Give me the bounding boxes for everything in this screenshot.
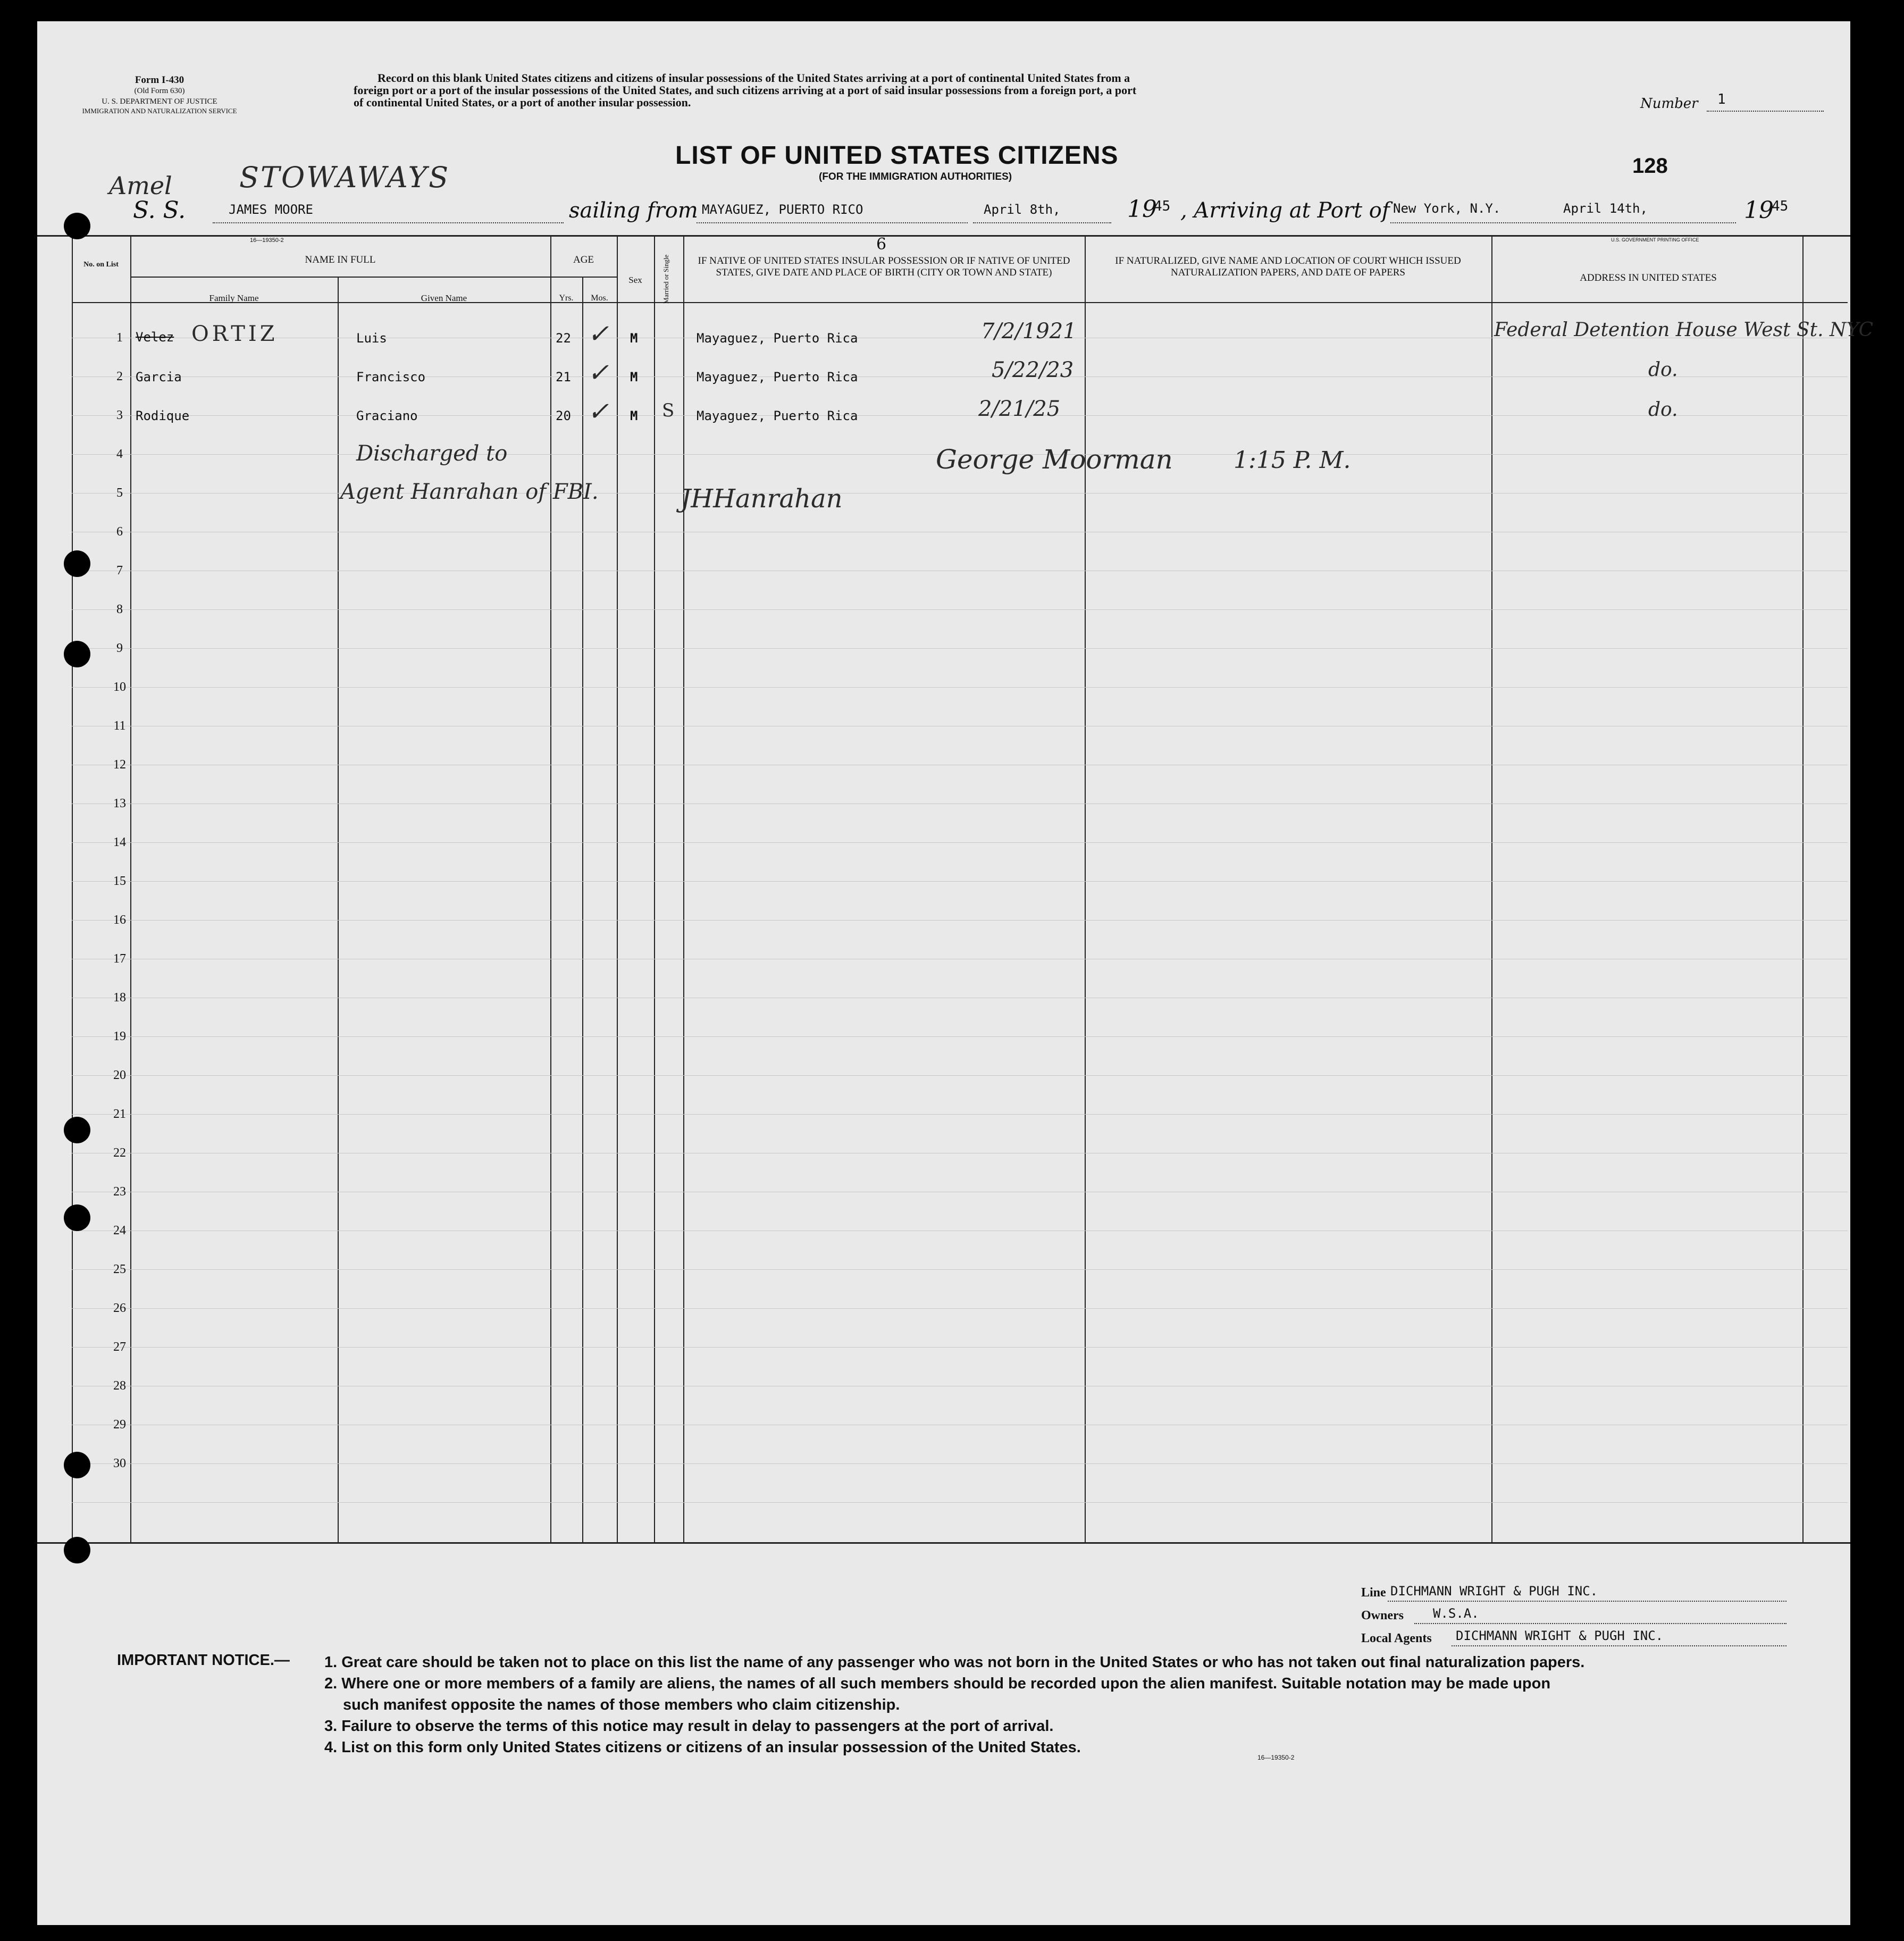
binder-hole bbox=[64, 1117, 90, 1143]
arrival-port: New York, N.Y. bbox=[1393, 201, 1501, 216]
page-subtitle: (FOR THE IMMIGRATION AUTHORITIES) bbox=[819, 171, 1012, 182]
col-divider bbox=[582, 277, 583, 1543]
arrival-year: 45 bbox=[1772, 198, 1789, 214]
header-name-in-full: NAME IN FULL bbox=[305, 254, 376, 265]
age-header-divider bbox=[550, 277, 617, 278]
given-name: Luis bbox=[356, 331, 387, 346]
arrival-year-prefix: 19 bbox=[1744, 197, 1774, 224]
page-number: 128 bbox=[1632, 154, 1668, 178]
ss-label: S. S. bbox=[133, 197, 186, 224]
row-number: 30 bbox=[113, 1457, 126, 1470]
row-number: 1 bbox=[116, 331, 123, 345]
place-of-birth: Mayaguez, Puerto Rica bbox=[697, 408, 858, 423]
header-col6-number: 6 bbox=[876, 235, 887, 254]
owners-label: Owners bbox=[1361, 1609, 1404, 1622]
place-of-birth: Mayaguez, Puerto Rica bbox=[697, 331, 858, 346]
depart-year: 45 bbox=[1154, 198, 1171, 214]
agents-fill bbox=[1452, 1645, 1786, 1646]
row-number: 23 bbox=[113, 1185, 126, 1199]
age-years: 21 bbox=[556, 370, 571, 384]
instructions bbox=[354, 72, 1136, 108]
address: do. bbox=[1648, 399, 1678, 421]
family-name: ORTIZ bbox=[191, 322, 278, 346]
row-number: 25 bbox=[113, 1262, 126, 1276]
age-years: 22 bbox=[556, 331, 571, 346]
row-number: 5 bbox=[116, 486, 123, 500]
table-print-code: 16—19350-2 bbox=[250, 237, 284, 244]
date-of-birth: 2/21/25 bbox=[978, 397, 1061, 421]
binder-hole bbox=[64, 550, 90, 577]
number-fill bbox=[1707, 111, 1824, 112]
important-notice bbox=[324, 1652, 1584, 1758]
row-number: 2 bbox=[116, 370, 123, 383]
header-sex: Sex bbox=[628, 275, 642, 285]
line-fill bbox=[1388, 1601, 1786, 1602]
line-value: DICHMANN WRIGHT & PUGH INC. bbox=[1390, 1584, 1598, 1599]
name-header-divider bbox=[130, 277, 550, 278]
owners-fill bbox=[1414, 1623, 1786, 1624]
row-number: 13 bbox=[113, 797, 126, 810]
row-number: 6 bbox=[116, 525, 123, 539]
important-notice-label: IMPORTANT NOTICE.— bbox=[117, 1652, 290, 1669]
row-number: 7 bbox=[116, 564, 123, 578]
address: do. bbox=[1648, 359, 1678, 381]
row-number: 3 bbox=[116, 408, 123, 422]
sailing-label: sailing from bbox=[569, 198, 698, 223]
ship-name: JAMES MOORE bbox=[229, 202, 313, 217]
header-no-on-list: No. on List bbox=[83, 261, 119, 269]
row-number: 9 bbox=[116, 641, 123, 655]
instruction-line: foreign port or a port of the insular possessions of the United States, and such citizens arriving at a port of said insular possessions from a foreign port, a port bbox=[354, 83, 1137, 97]
instruction-line: Record on this blank United States citizens and citizens of insular possessions of the United States arriving at a port of continental United States from a bbox=[378, 71, 1130, 85]
page-title: LIST OF UNITED STATES CITIZENS bbox=[675, 141, 1119, 170]
row-number: 19 bbox=[113, 1030, 126, 1043]
row-number: 12 bbox=[113, 758, 126, 772]
number-value: 1 bbox=[1717, 91, 1726, 107]
binder-hole bbox=[64, 213, 90, 239]
from-port-fill bbox=[697, 222, 968, 223]
annotation-amel: Amel bbox=[109, 171, 172, 200]
ship-fill bbox=[213, 222, 564, 223]
date-of-birth: 7/2/1921 bbox=[981, 319, 1077, 344]
row-number: 21 bbox=[113, 1107, 126, 1121]
discharge-note: Agent Hanrahan of FBI. bbox=[340, 480, 599, 504]
header-family-name: Family Name bbox=[209, 293, 259, 303]
form-number: Form I-430 bbox=[135, 74, 184, 86]
form-sheet bbox=[37, 21, 1874, 1925]
row-number: 28 bbox=[113, 1379, 126, 1393]
old-form-number: (Old Form 630) bbox=[134, 87, 185, 95]
row-number: 14 bbox=[113, 835, 126, 849]
age-months-check: ✓ bbox=[588, 397, 609, 426]
discharge-note: Discharged to bbox=[356, 441, 508, 466]
row-number: 8 bbox=[116, 603, 123, 616]
row-number: 17 bbox=[113, 952, 126, 966]
given-name: Francisco bbox=[356, 370, 426, 384]
row-number: 29 bbox=[113, 1418, 126, 1432]
place-of-birth: Mayaguez, Puerto Rica bbox=[697, 370, 858, 384]
row-number: 16 bbox=[113, 913, 126, 927]
table-top-border bbox=[37, 235, 1850, 237]
binder-hole bbox=[64, 1452, 90, 1478]
depart-year-prefix: 19 bbox=[1127, 196, 1157, 223]
line-label: Line bbox=[1361, 1586, 1386, 1600]
service: IMMIGRATION AND NATURALIZATION SERVICE bbox=[82, 107, 237, 115]
arrival-date: April 14th, bbox=[1563, 201, 1648, 216]
number-label: Number bbox=[1640, 96, 1698, 112]
row-number: 11 bbox=[113, 719, 126, 733]
family-name: Rodique bbox=[136, 408, 190, 423]
depart-date-fill bbox=[973, 222, 1111, 223]
binder-hole bbox=[64, 1537, 90, 1563]
marital-status: S bbox=[662, 400, 675, 421]
table-bottom-border bbox=[37, 1542, 1850, 1544]
family-name-struck: Velez bbox=[136, 330, 174, 345]
sex: M bbox=[630, 370, 638, 384]
notice-item: 4. List on this form only United States citizens or citizens of an insular possession of the United States. bbox=[324, 1739, 1081, 1756]
row-number: 4 bbox=[116, 447, 123, 461]
binder-hole bbox=[64, 641, 90, 667]
row-number: 18 bbox=[113, 991, 126, 1005]
age-months-check: ✓ bbox=[588, 319, 609, 349]
gov-print-mark: U.S. GOVERNMENT PRINTING OFFICE bbox=[1611, 237, 1699, 242]
binder-hole bbox=[64, 1204, 90, 1231]
col-divider bbox=[338, 277, 339, 1543]
header-birth-info: IF NATIVE OF UNITED STATES INSULAR POSSESSION OR IF NATIVE OF UNITED STATES, GIVE DATE AND PLACE OF BIRTH (CITY OR TOWN AND STATE) bbox=[698, 255, 1070, 278]
address: Federal Detention House West St. NYC bbox=[1494, 319, 1874, 341]
agents-value: DICHMANN WRIGHT & PUGH INC. bbox=[1456, 1628, 1664, 1643]
family-name: Garcia bbox=[136, 370, 182, 384]
signature-hanrahan: JHHanrahan bbox=[681, 484, 843, 514]
row-number: 20 bbox=[113, 1068, 126, 1082]
row-number: 10 bbox=[113, 680, 126, 694]
row-number: 22 bbox=[113, 1146, 126, 1160]
sex: M bbox=[630, 408, 638, 423]
header-mos: Mos. bbox=[591, 294, 608, 303]
row-number: 27 bbox=[113, 1340, 126, 1354]
row-number: 26 bbox=[113, 1301, 126, 1315]
instruction-line: of continental United States, or a port of another insular possession. bbox=[354, 96, 691, 109]
notice-item: 1. Great care should be taken not to place on this list the name of any passenger who was not born in the United States or who has not taken out final naturalization papers. bbox=[324, 1654, 1585, 1671]
sex: M bbox=[630, 331, 638, 346]
date-of-birth: 5/22/23 bbox=[992, 358, 1074, 382]
agents-label: Local Agents bbox=[1361, 1632, 1432, 1645]
header-yrs: Yrs. bbox=[559, 294, 574, 303]
age-months-check: ✓ bbox=[588, 358, 609, 388]
arriving-label: , Arriving at Port of bbox=[1180, 198, 1390, 223]
header-age: AGE bbox=[573, 254, 594, 265]
notice-item: 2. Where one or more members of a family are aliens, the names of all such members should be recorded upon the alien manifest. Suitable notation may be made upon bbox=[324, 1675, 1551, 1692]
depart-date: April 8th, bbox=[984, 202, 1061, 217]
notice-item: 3. Failure to observe the terms of this notice may result in delay to passengers at the port of arrival. bbox=[324, 1718, 1054, 1735]
footer-print-code: 16—19350-2 bbox=[1257, 1754, 1295, 1761]
annotation-stowaways: STOWAWAYS bbox=[239, 161, 450, 194]
header-married-single: Married or Single bbox=[662, 254, 670, 304]
header-given-name: Given Name bbox=[421, 293, 467, 303]
time-note: 1:15 P. M. bbox=[1234, 447, 1351, 474]
header-address: ADDRESS IN UNITED STATES bbox=[1580, 272, 1717, 283]
row-number: 15 bbox=[113, 874, 126, 888]
owners-value: W.S.A. bbox=[1433, 1606, 1479, 1621]
signature-moorman: George Moorman bbox=[936, 444, 1173, 475]
given-name: Graciano bbox=[356, 408, 418, 423]
from-port: MAYAGUEZ, PUERTO RICO bbox=[702, 202, 863, 217]
notice-item: such manifest opposite the names of those members who claim citizenship. bbox=[343, 1696, 900, 1713]
age-years: 20 bbox=[556, 408, 571, 423]
department: U. S. DEPARTMENT OF JUSTICE bbox=[102, 97, 217, 106]
arrival-fill bbox=[1390, 222, 1736, 223]
header-naturalization: IF NATURALIZED, GIVE NAME AND LOCATION OF COURT WHICH ISSUED NATURALIZATION PAPERS, AND DATE OF PAPERS bbox=[1115, 255, 1461, 278]
row-number: 24 bbox=[113, 1224, 126, 1237]
